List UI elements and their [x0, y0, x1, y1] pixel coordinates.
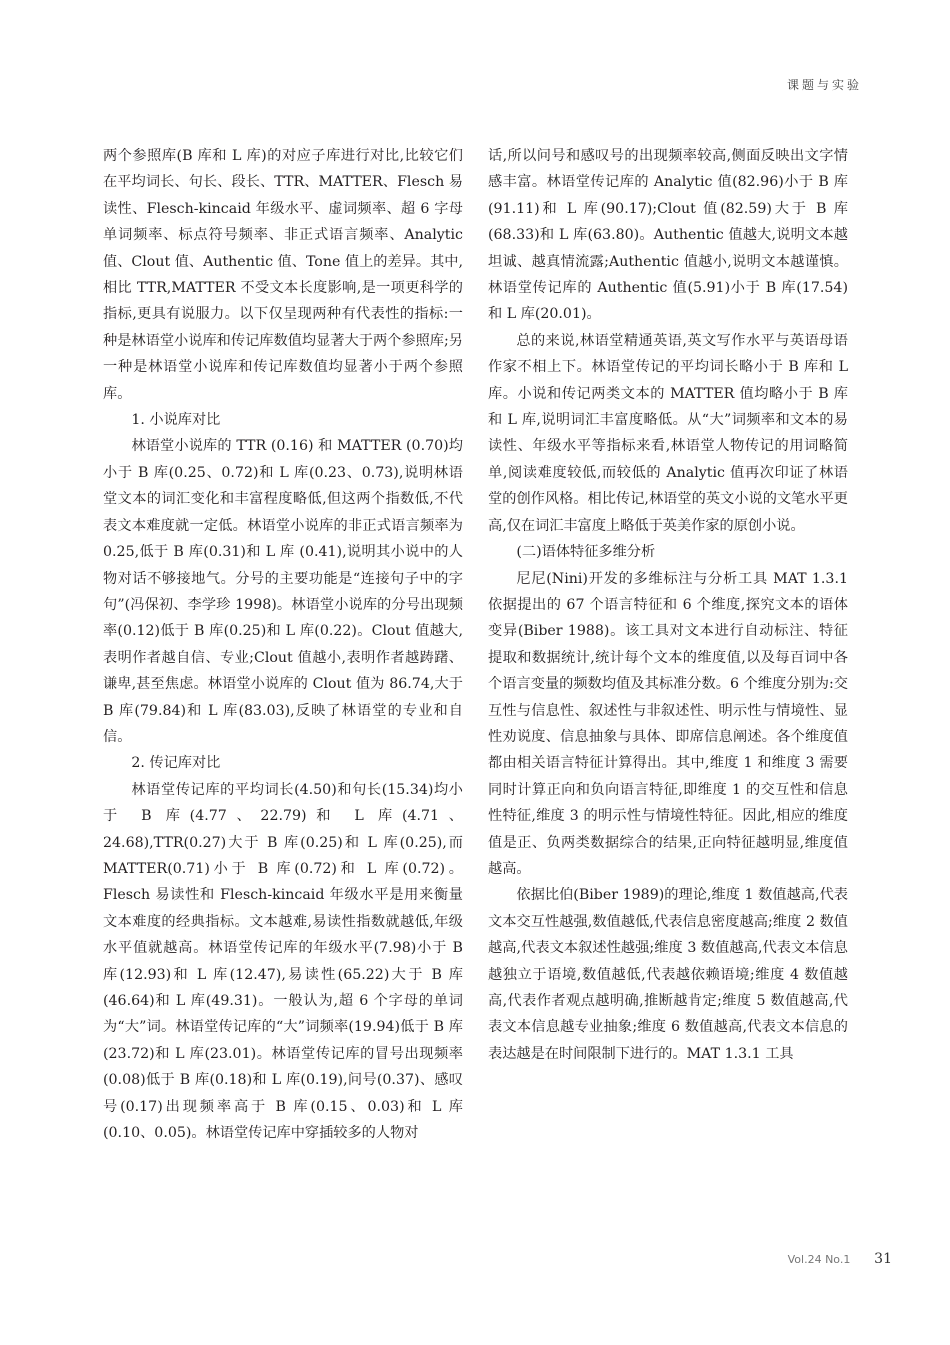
left-column	[103, 143, 463, 1146]
volume-info: Vol.24 No.1	[787, 1253, 851, 1266]
paragraph: 总的来说,林语堂精通英语,英文写作水平与英语母语作家不相上下。林语堂传记的平均词长略小于 B 库和 L 库。小说和传记两类文本的 MATTER 值均略小于 B 库和 L 库,说明词汇丰富度略低。从“大”词频率和文本的易读性、年级水平等指标来看,林语堂人物传记的用词略简单,阅读难度较低,而较低的 Analytic 值再次印证了林语堂的创作风格。相比传记,林语堂的英文小说的文笔水平更高,仅在词汇丰富度上略低于英美作家的原创小说。	[488, 332, 848, 534]
running-header: 课题与实验	[786, 78, 862, 92]
subheading: (二)语体特征多维分析	[516, 544, 656, 561]
paragraph: 林语堂传记库的平均词长(4.50)和句长(15.34)均小于 B 库(4.77、22.79)和 L 库(4.71、24.68),TTR(0.27)大于 B 库(0.25)和 L 库(0.25),而 MATTER(0.71)小于 B 库(0.72)和 L 库(0.72)。Flesch 易读性和 Flesch-kincaid 年级水平是用来衡量文本难度的经典指标。文本越难,易读性指数就越低,年级水平值就越高。林语堂传记库的年级水平(7.98)小于 B 库(12.93)和 L 库(12.47),易读性(65.22)大于 B 库(46.64)和 L 库(49.31)。一般认为,超 6 个字母的单词为“大”词。林语堂传记库的“大”词频率(19.94)低于 B 库(23.72)和 L 库(23.01)。林语堂传记库的冒号出现频率(0.08)低于 B 库(0.18)和 L 库(0.19),问号(0.37)、感叹号(0.17)出现频率高于 B 库(0.15、0.03)和 L 库(0.10、0.05)。林语堂传记库中穿插较多的人物对	[103, 781, 463, 1142]
paragraph: 依据比伯(Biber 1989)的理论,维度 1 数值越高,代表文本交互性越强,数值越低,代表信息密度越高;维度 2 数值越高,代表文本叙述性越强;维度 3 数值越高,代表文本信息越独立于语境,数值越低,代表越依赖语境;维度 4 数值越高,代表作者观点越明确,推断越肯定;维度 5 数值越高,代表文本信息越专业抽象;维度 6 数值越高,代表文本信息的表达越是在时间限制下进行的。MAT 1.3.1 工具	[488, 887, 848, 1062]
page-footer	[788, 1251, 892, 1267]
right-column	[488, 143, 848, 1067]
paragraph: 话,所以问号和感叹号的出现频率较高,侧面反映出文字情感丰富。林语堂传记库的 Analytic 值(82.96)小于 B 库(91.11)和 L 库(90.17);Clout 值(82.59)大于 B 库(68.33)和 L 库(63.80)。Authentic 值越大,说明文本越坦诚、越真情流露;Authentic 值越小,说明文本越谨慎。林语堂传记库的 Authentic 值(5.91)小于 B 库(17.54)和 L 库(20.01)。	[488, 148, 848, 323]
page-number: 31	[874, 1251, 892, 1267]
subheading: 2. 传记库对比	[131, 755, 221, 772]
subheading: 1. 小说库对比	[131, 412, 221, 429]
paragraph: 两个参照库(B 库和 L 库)的对应子库进行对比,比较它们在平均词长、句长、段长、TTR、MATTER、Flesch 易读性、Flesch-kincaid 年级水平、虚词频率、超 6 字母单词频率、标点符号频率、非正式语言频率、Analytic 值、Clout 值、Authentic 值、Tone 值上的差异。其中,相比 TTR,MATTER 不受文本长度影响,是一项更科学的指标,更具有说服力。以下仅呈现两种有代表性的指标:一种是林语堂小说库和传记库数值均显著大于两个参照库;另一种是林语堂小说库和传记库数值均显著小于两个参照库。	[103, 148, 463, 402]
paragraph: 林语堂小说库的 TTR (0.16) 和 MATTER (0.70)均小于 B 库(0.25、0.72)和 L 库(0.23、0.73),说明林语堂文本的词汇变化和丰富程度略低,但这两个指数低,不代表文本难度就一定低。林语堂小说库的非正式语言频率为 0.25,低于 B 库(0.31)和 L 库 (0.41),说明其小说中的人物对话不够接地气。分号的主要功能是“连接句子中的字句”(冯保初、李学珍 1998)。林语堂小说库的分号出现频率(0.12)低于 B 库(0.25)和 L 库(0.22)。Clout 值越大,表明作者越自信、专业;Clout 值越小,表明作者越踌躇、谦卑,甚至焦虑。林语堂小说库的 Clout 值为 86.74,大于 B 库(79.84)和 L 库(83.03),反映了林语堂的专业和自信。	[103, 438, 463, 745]
paragraph: 尼尼(Nini)开发的多维标注与分析工具 MAT 1.3.1 依据提出的 67 个语言特征和 6 个维度,探究文本的语体变异(Biber 1988)。该工具对文本进行自动标注、特征提取和数据统计,统计每个文本的维度值,以及每百词中各个语言变量的频数均值及其标准分数。6 个维度分别为:交互性与信息性、叙述性与非叙述性、明示性与情境性、显性劝说度、信息抽象与具体、即席信息阐述。各个维度值都由相关语言特征计算得出。其中,维度 1 和维度 3 需要同时计算正向和负向语言特征,即维度 1 的交互性和信息性特征,维度 3 的明示性与情境性特征。因此,相应的维度值是正、负两类数据综合的结果,正向特征越明显,维度值越高。	[488, 570, 848, 877]
